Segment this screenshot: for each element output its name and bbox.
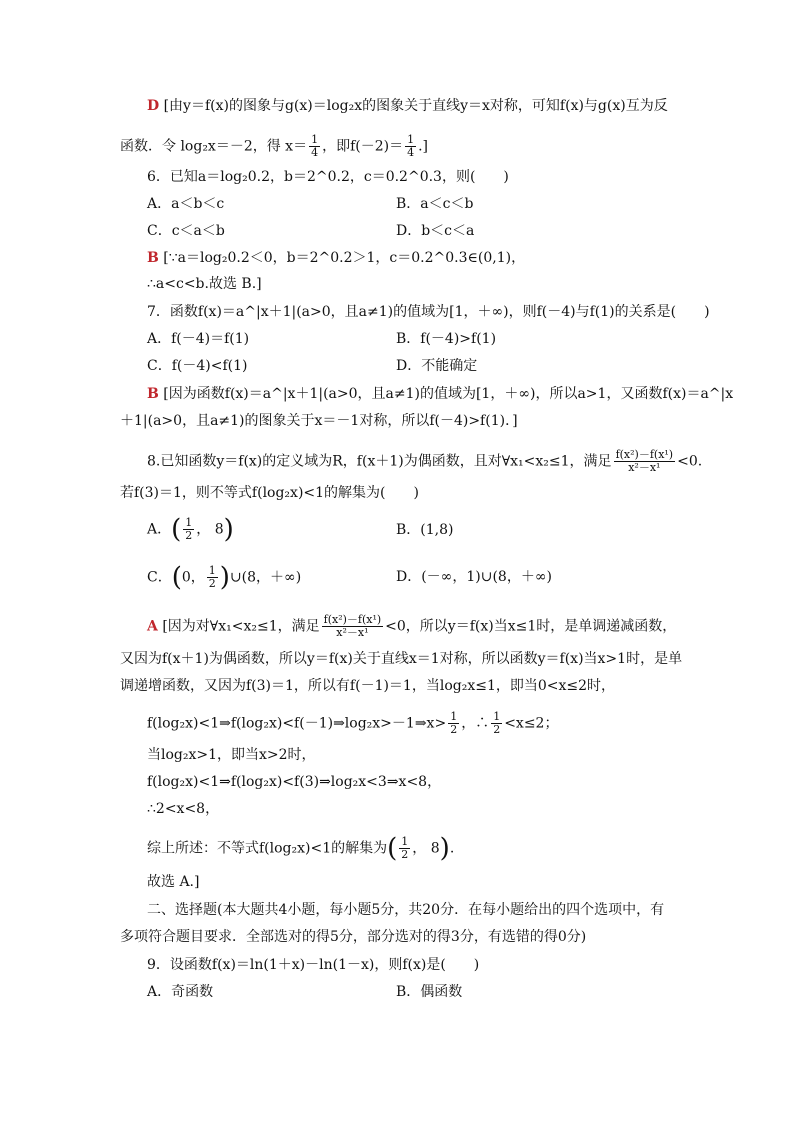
- frac-num: f(x²)－f(x¹): [615, 448, 674, 461]
- q8-option-a: A．( $\frac{1}{2}$ ， 8): [147, 514, 234, 545]
- q7-answer: B: [147, 386, 159, 402]
- q8-solution-text4c: <x≤2；: [504, 715, 559, 732]
- q8-solution-text1b: <0，所以y＝f(x)当x≤1时，是单调递减函数，: [385, 618, 677, 635]
- frac-den: 4: [407, 146, 415, 159]
- q7-option-c: C．f(－4)<f(1): [147, 358, 248, 374]
- q6-option-a: A．a＜b＜c: [147, 196, 225, 212]
- q8-solution-text4b: ，∴: [461, 715, 490, 732]
- fraction-quarter: [405, 134, 416, 159]
- q6-solution-line2: ∴a<c<b.故选 B.]: [147, 276, 262, 292]
- q6-option-c: C．c＜a＜b: [147, 223, 225, 239]
- q8-solution-line1: [147, 614, 676, 639]
- q7-solution-line1: [147, 384, 733, 404]
- q8-option-a-tail: 8: [214, 521, 224, 538]
- q9-option-a: A．奇函数: [147, 984, 214, 1000]
- frac-den: 2: [401, 848, 409, 861]
- q8-solution-line9: 故选 A.]: [147, 874, 200, 890]
- q8-solution-line7: ∴2<x<8，: [147, 801, 220, 817]
- q8-solution-text8c: .: [449, 840, 455, 857]
- q8-answer: A: [147, 618, 158, 635]
- q6-option-d: D．b＜c＜a: [396, 223, 475, 239]
- q6-option-b: B．a＜c＜b: [396, 196, 474, 212]
- q8-option-b: B．(1,8): [396, 522, 454, 538]
- fraction-half: [399, 836, 410, 861]
- q8-solution-line2: 又因为f(x＋1)为偶函数，所以y＝f(x)关于直线x＝1对称，所以函数y＝f(x)当x>1时，是单: [120, 651, 683, 667]
- q7-solution-text1: [因为函数f(x)＝a^|x＋1|(a>0，且a≠1)的值域为[1，＋∞)，所以a>1，又函数f(x)＝a^|x: [163, 386, 734, 402]
- fraction-half: [183, 517, 194, 542]
- q5-solution-text1: [由y＝f(x)的图象与g(x)＝log₂x的图象关于直线y＝x对称，可知f(x)与g(x)互为反: [163, 98, 668, 114]
- fraction-quarter: [309, 134, 320, 159]
- fraction-half: [491, 711, 502, 736]
- q5-solution-text2a: 函数．令 log₂x＝－2，得 x＝: [120, 138, 308, 155]
- frac-den: x²－x¹: [628, 461, 661, 474]
- q5-solution-line1: [147, 96, 668, 116]
- frac-num: 1: [407, 133, 415, 146]
- q8-option-a-label: A．: [147, 521, 172, 538]
- q5-solution-text2c: .]: [418, 138, 429, 155]
- frac-num: 1: [185, 516, 193, 529]
- q5-answer: D: [147, 98, 160, 114]
- fraction-difference-quotient: [322, 614, 384, 639]
- q7-option-b: B．f(－4)>f(1): [396, 331, 497, 347]
- frac-den: 2: [493, 723, 501, 736]
- q8-option-c: C．(0， $\frac{1}{2}$ )∪(8，＋∞): [147, 562, 302, 593]
- q8-solution-line3: 调递增函数，又因为f(3)＝1，所以有f(－1)＝1，当log₂x≤1，即当0<x≤2时，: [120, 678, 616, 694]
- q7-stem: 7．函数f(x)＝a^|x＋1|(a>0，且a≠1)的值域为[1，＋∞)，则f(－4)与f(1)的关系是( ): [147, 304, 710, 320]
- frac-den: 2: [450, 723, 458, 736]
- q8-option-c-tail: ∪(8，＋∞): [229, 569, 302, 586]
- frac-num: 1: [208, 564, 216, 577]
- section2-heading-line1: 二、选择题(本大题共4小题，每小题5分，共20分．在每小题给出的四个选项中，有: [147, 902, 665, 918]
- frac-num: 1: [493, 710, 501, 723]
- fraction-half: [448, 711, 459, 736]
- frac-num: 1: [450, 710, 458, 723]
- q7-option-a: A．f(－4)＝f(1): [147, 331, 250, 347]
- q8-solution-text8b: 8: [430, 840, 440, 857]
- frac-den: x²－x¹: [336, 626, 369, 639]
- frac-den: 2: [208, 577, 216, 590]
- q9-stem: 9．设函数f(x)＝ln(1＋x)－ln(1－x)，则f(x)是( ): [147, 957, 480, 973]
- q8-solution-text1a: [因为对∀x₁<x₂≤1，满足: [162, 618, 320, 635]
- frac-num: 1: [401, 835, 409, 848]
- q7-solution-line2: ＋1|(a>0，且a≠1)的图象关于x＝－1对称，所以f(－4)>f(1)．]: [120, 413, 518, 429]
- q8-solution-line8: 综上所述：不等式f(log₂x)<1的解集为( $\frac{1}{2}$ ， 8).: [147, 833, 455, 864]
- q8-option-d: D．(－∞，1)∪(8，＋∞): [396, 569, 552, 585]
- q6-answer: B: [147, 250, 159, 266]
- q8-solution-line4: [147, 711, 558, 736]
- q8-stem-text1: 8.已知函数y＝f(x)的定义域为R，f(x＋1)为偶函数，且对∀x₁<x₂≤1，满足: [147, 453, 612, 470]
- q8-stem-line2: 若f(3)＝1，则不等式f(log₂x)<1的解集为( ): [120, 485, 419, 501]
- q9-option-b: B．偶函数: [396, 984, 463, 1000]
- q8-option-c-label: C．: [147, 569, 172, 586]
- q8-solution-line5: 当log₂x>1，即当x>2时，: [147, 747, 316, 763]
- q8-solution-text8a: 综上所述：不等式f(log₂x)<1的解集为: [147, 840, 388, 857]
- q8-solution-text4a: f(log₂x)<1⇒f(log₂x)<f(－1)⇒log₂x>－1⇒x>: [147, 715, 447, 732]
- section2-heading-line2: 多项符合题目要求．全部选对的得5分，部分选对的得3分，有选错的得0分): [120, 929, 587, 945]
- q6-solution-line1: [147, 248, 525, 268]
- fraction-half: [207, 565, 218, 590]
- q6-solution-text1: [∵a＝log₂0.2＜0，b＝2^0.2＞1，c＝0.2^0.3∈(0,1)，: [163, 250, 526, 266]
- frac-den: 2: [185, 529, 193, 542]
- frac-num: 1: [311, 133, 319, 146]
- frac-den: 4: [311, 146, 319, 159]
- q5-solution-line2: [120, 134, 428, 159]
- q6-stem: 6．已知a＝log₂0.2，b＝2^0.2，c＝0.2^0.3，则( ): [147, 169, 509, 185]
- frac-num: f(x²)－f(x¹): [323, 613, 382, 626]
- q5-solution-text2b: ，即f(－2)＝: [322, 138, 404, 155]
- q8-solution-line6: f(log₂x)<1⇒f(log₂x)<f(3)⇒log₂x<3⇒x<8，: [147, 774, 442, 790]
- q8-option-c-zero: 0，: [181, 569, 205, 586]
- q8-stem-line1: [147, 449, 702, 474]
- q8-stem-text1b: <0.: [677, 453, 703, 470]
- fraction-difference-quotient: [614, 449, 676, 474]
- q7-option-d: D．不能确定: [396, 358, 478, 374]
